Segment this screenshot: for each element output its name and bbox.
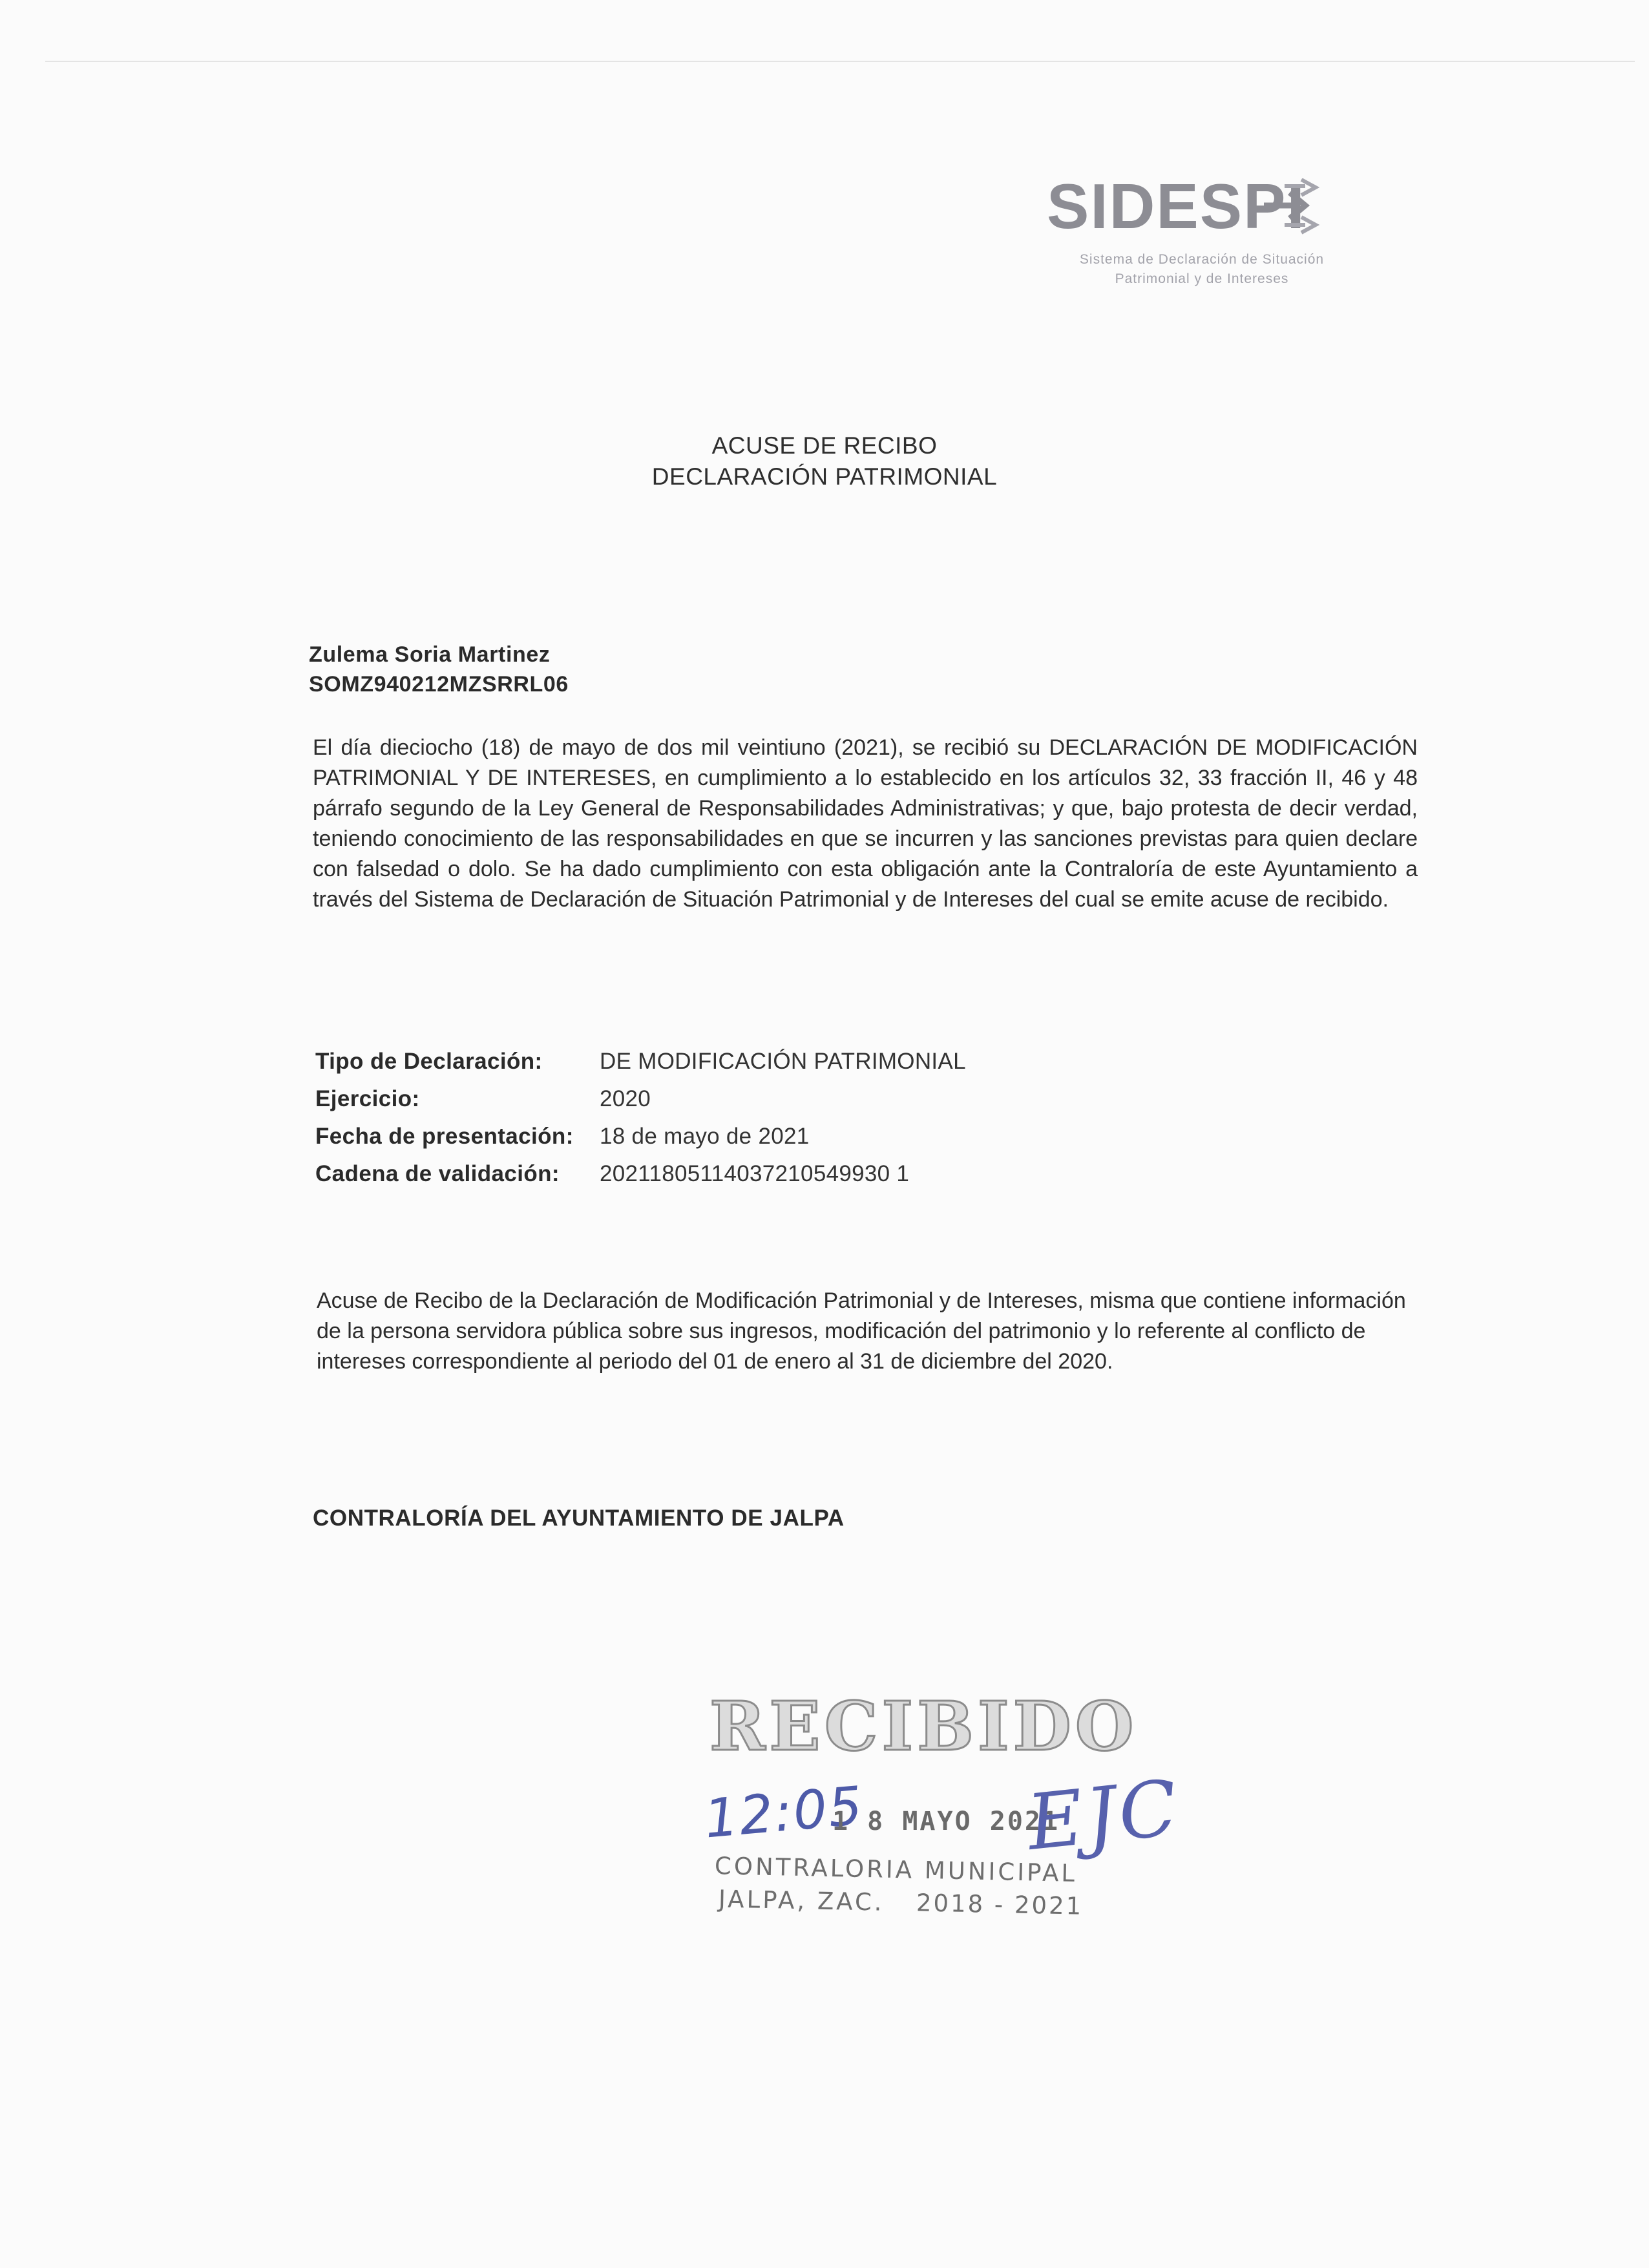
- detail-value: 18 de mayo de 2021: [600, 1124, 810, 1149]
- detail-row: [315, 1155, 966, 1193]
- logo-subtitle-line2: Patrimonial y de Intereses: [1115, 271, 1289, 286]
- body-paragraph-1: El día dieciocho (18) de mayo de dos mil veintiuno (2021), se recibió su DECLARACIÓN DE MODIFICACIÓN PATRIMONIAL Y DE INTERESES, en cumplimiento a lo establecido en los artículos 32, 33 fracción II, 46 y 48 párrafo segundo de la Ley General de Responsabilidades Administrativas; y que, bajo protesta de decir verdad, teniendo conocimiento de las responsabilidades en que se incurren y las sanciones previstas para quien declare con falsedad o dolo. Se ha dado cumplimiento con esta obligación ante la Contraloría de este Ayuntamiento a través del Sistema de Declaración de Situación Patrimonial y de Intereses del cual se emite acuse de recibido.: [313, 735, 1418, 912]
- detail-value: DE MODIFICACIÓN PATRIMONIAL: [600, 1049, 966, 1074]
- stamp-word: RECIBIDO: [709, 1686, 1138, 1766]
- stamp-organization: CONTRALORIA MUNICIPAL: [714, 1852, 1078, 1887]
- title-line-1: ACUSE DE RECIBO: [711, 432, 938, 459]
- recipient-block: [309, 640, 569, 699]
- body-paragraph-2: Acuse de Recibo de la Declaración de Modificación Patrimonial y de Intereses, misma que contiene información de la persona servidora pública sobre sus ingresos, modificación del patrimonio y lo referente al conflicto de intereses correspondiente al periodo del 01 de enero al 31 de diciembre del 2020.: [317, 1288, 1406, 1374]
- logo-wordmark: SIDESPI: [1047, 171, 1306, 242]
- issuer-signature: CONTRALORÍA DEL AYUNTAMIENTO DE JALPA: [313, 1506, 845, 1531]
- recipient-name: Zulema Soria Martinez: [309, 642, 551, 667]
- recipient-rfc: SOMZ940212MZSRRL06: [309, 672, 569, 697]
- logo-subtitle-line1: Sistema de Declaración de Situación: [1079, 252, 1325, 267]
- detail-label: Fecha de presentación:: [315, 1124, 574, 1149]
- detail-label: Ejercicio:: [315, 1086, 420, 1111]
- stamp-period: 2018 - 2021: [916, 1889, 1084, 1920]
- stamp-handwritten-initials: EJC: [1023, 1763, 1184, 1867]
- document-title: [0, 430, 1649, 492]
- sidespi-logo: [1047, 171, 1383, 297]
- detail-value: 2020: [600, 1086, 651, 1111]
- stamp-date: 1 8 MAYO 2021: [832, 1807, 1060, 1836]
- detail-row: [315, 1080, 966, 1118]
- title-line-2: DECLARACIÓN PATRIMONIAL: [651, 463, 998, 490]
- detail-row: [315, 1043, 966, 1080]
- scan-edge-line: [45, 61, 1635, 62]
- double-arrow-icon: [1259, 178, 1323, 236]
- detail-label: Tipo de Declaración:: [315, 1049, 543, 1074]
- stamp-handwritten-time: 12:05: [702, 1775, 866, 1851]
- stamp-city: JALPA, ZAC.: [718, 1885, 885, 1916]
- detail-value: 20211805114037210549930 1: [600, 1161, 910, 1186]
- detail-label: Cadena de validación:: [315, 1161, 560, 1186]
- detail-row: [315, 1118, 966, 1155]
- declaration-details: [315, 1043, 966, 1193]
- received-stamp: [702, 1686, 1208, 1938]
